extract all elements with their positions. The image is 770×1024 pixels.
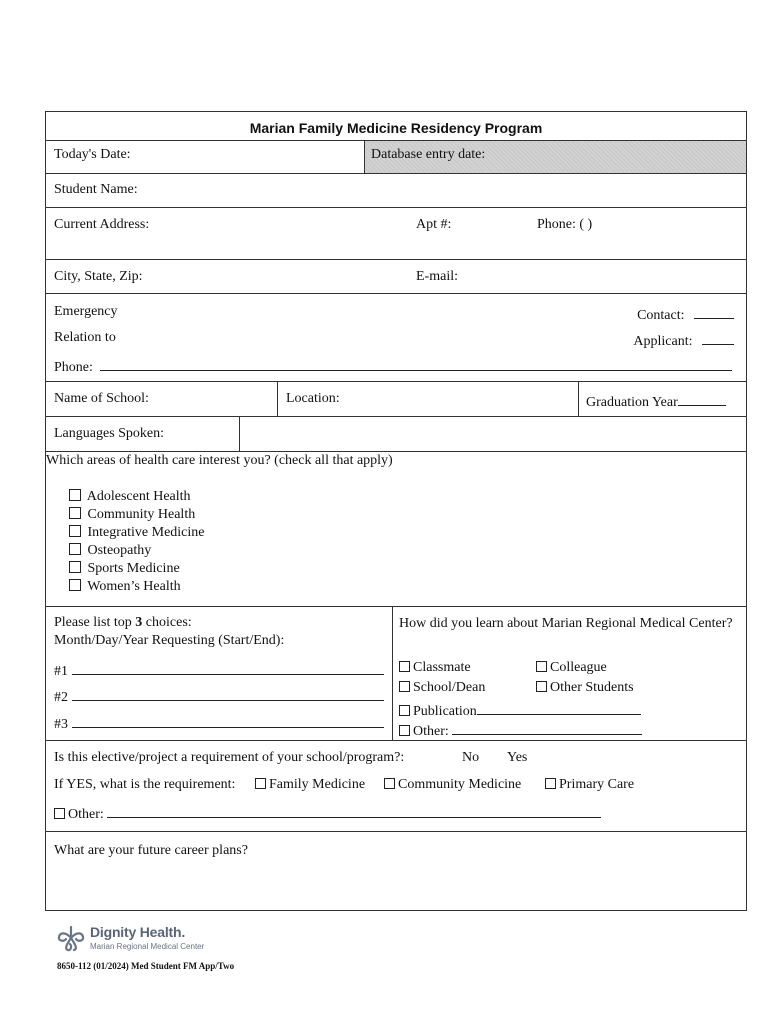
yes-option[interactable]: Yes: [507, 750, 528, 765]
relation-to-label: Relation to: [54, 330, 116, 345]
req-primary-care[interactable]: Primary Care: [545, 777, 634, 793]
checkbox[interactable]: [69, 525, 81, 537]
applicant-field: [633, 330, 734, 350]
interest-option[interactable]: Community Health: [69, 506, 205, 524]
phone-label: Phone:: [54, 360, 93, 375]
choices-section: [46, 606, 746, 740]
choice-2[interactable]: #2: [54, 686, 384, 706]
languages-row: [46, 416, 746, 451]
student-name-label: Student Name:: [54, 182, 138, 197]
emergency-label: Emergency: [54, 304, 118, 319]
graduation-year-field[interactable]: [586, 391, 726, 411]
learn-school-dean[interactable]: School/Dean: [399, 680, 485, 696]
application-form: [45, 111, 747, 911]
contact-line[interactable]: [694, 304, 734, 319]
checkbox[interactable]: [255, 778, 266, 789]
contact-label: Contact:: [637, 308, 685, 323]
checkbox[interactable]: [54, 808, 65, 819]
apt-label: Apt #:: [416, 217, 452, 232]
form-title: Marian Family Medicine Residency Program: [249, 120, 543, 136]
checkbox[interactable]: [69, 507, 81, 519]
interest-option[interactable]: Women’s Health: [69, 578, 205, 596]
database-entry-label: Database entry date:: [371, 147, 486, 162]
graduation-year-line[interactable]: [678, 391, 726, 406]
logo-name: Dignity Health.: [90, 924, 186, 940]
interest-option[interactable]: Adolescent Health: [69, 488, 205, 506]
address-row[interactable]: [46, 207, 746, 259]
checkbox[interactable]: [545, 778, 556, 789]
checkbox[interactable]: [399, 705, 410, 716]
interest-section: [46, 451, 746, 606]
form-code: 8650-112 (01/2024) Med Student FM App/Two: [57, 961, 235, 971]
top-choices-label: Please list top 3 choices:: [54, 615, 192, 630]
checkbox[interactable]: [399, 725, 410, 736]
graduation-year-label: Graduation Year: [586, 395, 678, 410]
choice-line[interactable]: [72, 686, 384, 701]
name-of-school-label: Name of School:: [54, 391, 149, 406]
emergency-row[interactable]: [46, 293, 746, 381]
logo-subtitle: Marian Regional Medical Center: [90, 942, 205, 951]
learn-other-students[interactable]: Other Students: [536, 680, 634, 696]
phone-paren-label: Phone: ( ): [537, 217, 593, 232]
checkbox[interactable]: [384, 778, 395, 789]
choice-3[interactable]: #3: [54, 713, 384, 733]
todays-date-label: Today's Date:: [54, 147, 131, 162]
interest-question: Which areas of health care interest you? (check all that apply): [46, 453, 393, 468]
choice-line[interactable]: [72, 713, 384, 728]
month-day-year-label: Month/Day/Year Requesting (Start/End):: [54, 633, 285, 648]
requirement-section: [46, 740, 746, 831]
applicant-line[interactable]: [702, 330, 734, 345]
learn-classmate[interactable]: Classmate: [399, 660, 471, 676]
interest-list: [69, 488, 205, 596]
interest-option[interactable]: Integrative Medicine: [69, 524, 205, 542]
req-family-medicine[interactable]: Family Medicine: [255, 777, 365, 793]
checkbox[interactable]: [399, 661, 410, 672]
choice-line[interactable]: [72, 660, 384, 675]
student-name-row[interactable]: [46, 173, 746, 207]
checkbox[interactable]: [69, 561, 81, 573]
learn-question: How did you learn about Marian Regional Medical Center?: [399, 616, 733, 631]
no-option[interactable]: No: [462, 750, 480, 765]
checkbox[interactable]: [536, 681, 547, 692]
req-other[interactable]: Other:: [54, 803, 601, 823]
current-address-label: Current Address:: [54, 217, 150, 232]
checkbox[interactable]: [69, 489, 81, 501]
career-plans-section[interactable]: [46, 831, 746, 911]
requirement-question: Is this elective/project a requirement of your school/program?:: [54, 750, 405, 765]
learn-colleague[interactable]: Colleague: [536, 660, 607, 676]
languages-spoken-label: Languages Spoken:: [54, 426, 165, 441]
checkbox[interactable]: [399, 681, 410, 692]
checkbox[interactable]: [69, 579, 81, 591]
checkbox[interactable]: [69, 543, 81, 555]
interest-option[interactable]: Osteopathy: [69, 542, 205, 560]
learn-publication[interactable]: Publication: [399, 700, 641, 720]
date-row: [46, 140, 746, 173]
interest-option[interactable]: Sports Medicine: [69, 560, 205, 578]
checkbox[interactable]: [536, 661, 547, 672]
school-row: [46, 381, 746, 416]
location-label: Location:: [286, 391, 340, 406]
city-row[interactable]: [46, 259, 746, 293]
contact-field: [637, 304, 734, 324]
email-label: E-mail:: [416, 269, 458, 284]
choice-1[interactable]: #1: [54, 660, 384, 680]
phone-field: [54, 356, 732, 376]
phone-line[interactable]: [100, 356, 732, 371]
applicant-label: Applicant:: [633, 334, 693, 349]
if-yes-label: If YES, what is the requirement:: [54, 777, 236, 792]
learn-other[interactable]: Other:: [399, 720, 642, 740]
req-community-medicine[interactable]: Community Medicine: [384, 777, 521, 793]
dignity-health-logo: [56, 924, 216, 956]
dignity-health-icon: [56, 924, 86, 952]
city-state-zip-label: City, State, Zip:: [54, 269, 143, 284]
career-plans-label: What are your future career plans?: [54, 843, 248, 858]
